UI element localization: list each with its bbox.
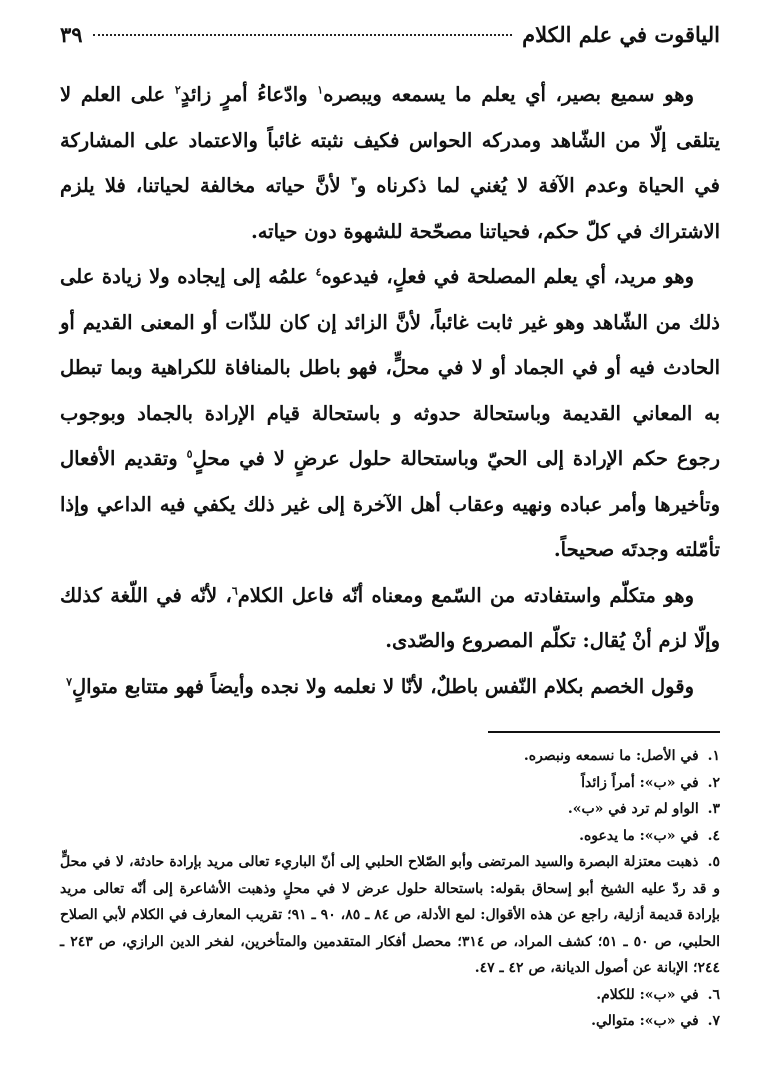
paragraph	[60, 573, 720, 664]
reference-title: تقريب المعارف في الكلام	[131, 907, 283, 923]
footnotes	[60, 743, 720, 1035]
paragraph	[60, 254, 720, 573]
paragraph-text: علمُه إلى إيجاده ولا زيادة على ذلك من الشّاهد وهو غير ثابت غائباً، لأنَّ الزائد إن كان للذّات أو المعنى القديم أو الحادث فيه أو في الجماد أو لا في محلٍّ، فهو باطل بالمنافاة للكراهية وبما تبطل به المعاني القديمة وباستحالة حدوثه و باستحالة قيام الإرادة بالجماد وبوجوب رجوع حكم الإرادة إلى الحيّ وباستحالة حلول عرضٍ لا في محلٍ	[60, 265, 721, 470]
main-text	[60, 72, 720, 709]
paragraph	[60, 664, 720, 710]
footnote-text: ، ص ٣١٤؛	[451, 933, 518, 950]
footnote-text: ذهبت معتزلة البصرة والسيد المرتضى وأبو الصّلاح الحلبي إلى أنّ الباريء تعالى مريد بإرادة حادثة، لا في محلٍّ و قد ردّ عليه الشيخ أبو إسحاق بقوله: باستحالة حلول عرض لا في محلٍ وذهبت الأشاعرة إلى أنّه تعالى مريد بإرادة قديمة أزلية، راجع عن هذه الأقوال:	[60, 854, 720, 923]
footnote-ref: ٤	[315, 265, 322, 279]
footnote-ref: ٥	[186, 447, 193, 461]
footnote	[60, 743, 720, 770]
paragraph-text: على العلم لا يتلقى إلّا من الشّاهد ومدركه الحواس فكيف نثبته غائباً والاعتماد على المشاركة في الحياة وعدم الآفة لا يُغني لما ذكرناه و	[60, 83, 721, 197]
footnote	[60, 770, 720, 797]
paragraph-text: لأنَّ حياته مخالفة لحياتنا، فلا يلزم الاشتراك في كلّ حكم، فحياتنا مصحّحة للشهوة دون حياته.	[60, 174, 720, 243]
paragraph-text: وهو سميع بصير، أي يعلم ما يسمعه ويبصره	[323, 83, 695, 106]
footnote	[60, 849, 720, 982]
footnote-ref: ٦	[231, 584, 238, 597]
footnote-separator	[488, 731, 720, 733]
reference-title: لمع الأدلة	[420, 907, 476, 923]
reference-title: كشف المراد	[517, 933, 592, 950]
paragraph-text: ، لأنّه في اللّغة كذلك وإلّا لزم أنْ يُقال: تكلّم المصروع والصّدى.	[60, 583, 720, 652]
footnote-text: في «ب»: للكلام.	[596, 986, 699, 1003]
footnote	[60, 823, 720, 850]
footnote	[60, 796, 720, 823]
footnote-number: ٧.	[707, 1013, 720, 1029]
footnote-text: ، ص ٤٢ ـ ٤٧.	[474, 960, 555, 976]
footnote-text: ، لفخر الدين الرازي، ص ٢٤٣ ـ ٢٤٤؛	[60, 933, 720, 976]
paragraph-text: وتقديم الأفعال وتأخيرها وأمر عباده ونهيه وعقاب أهل الآخرة إلى غير ذلك يكفي فيه الداعي وإذا تأمّلته وجدتَه صحيحاً.	[60, 447, 720, 561]
paragraph-text: وهو متكلّم واستفادته من السّمع ومعناه أنّه فاعل الكلام	[237, 583, 694, 607]
footnote	[60, 982, 720, 1009]
paragraph	[60, 72, 720, 254]
reference-title: الإبانة عن أصول الديانة	[554, 960, 689, 976]
footnote-number: ٢.	[707, 774, 720, 791]
footnote-ref: ١	[317, 83, 324, 97]
footnote-number: ٤.	[707, 827, 720, 844]
footnote-text: ، ص ٨٤ ـ ٨٥، ٩٠ ـ ٩١؛	[282, 907, 421, 923]
paragraph-text: وقول الخصم بكلام النّفس باطلٌ، لأنّا لا نعلمه ولا نجده وأيضاً فهو متتابع متوالٍ	[72, 674, 694, 698]
footnote-text: في الأصل: ما نسمعه ونبصره.	[523, 748, 699, 764]
running-title: الياقوت في علم الكلام	[522, 22, 720, 47]
footnote-number: ٣.	[707, 801, 720, 817]
page-header	[60, 22, 720, 62]
reference-title: محصل أفكار المتقدمين والمتأخرين	[244, 933, 452, 950]
footnote-ref: ٢	[174, 83, 181, 97]
footnote-ref: ٣	[350, 174, 357, 188]
paragraph-text: وادّعاءُ أمرٍ زائدٍ	[180, 83, 318, 106]
footnote-number: ٦.	[707, 986, 720, 1003]
footnote-text: في «ب»: متوالي.	[591, 1013, 699, 1029]
footnote-text: في «ب»: أمراً زائداً	[581, 774, 699, 791]
page-number: ٣٩	[60, 22, 83, 47]
paragraph-text: وهو مريد، أي يعلم المصلحة في فعلٍ، فيدعوه	[321, 265, 694, 288]
book-page	[60, 22, 720, 1062]
footnote-text: لأبي الصلاح الحلبي، ص ٥٠ ـ ٥١؛	[60, 907, 720, 950]
footnote-text: في «ب»: ما يدعوه.	[579, 827, 699, 844]
footnote	[60, 1008, 720, 1035]
footnote-text: الواو لم ترد في «ب».	[567, 801, 699, 817]
footnote-number: ١.	[707, 748, 720, 764]
footnote-ref: ٧	[66, 675, 73, 688]
footnote-number: ٥.	[707, 854, 721, 870]
dotted-leader	[93, 34, 513, 36]
